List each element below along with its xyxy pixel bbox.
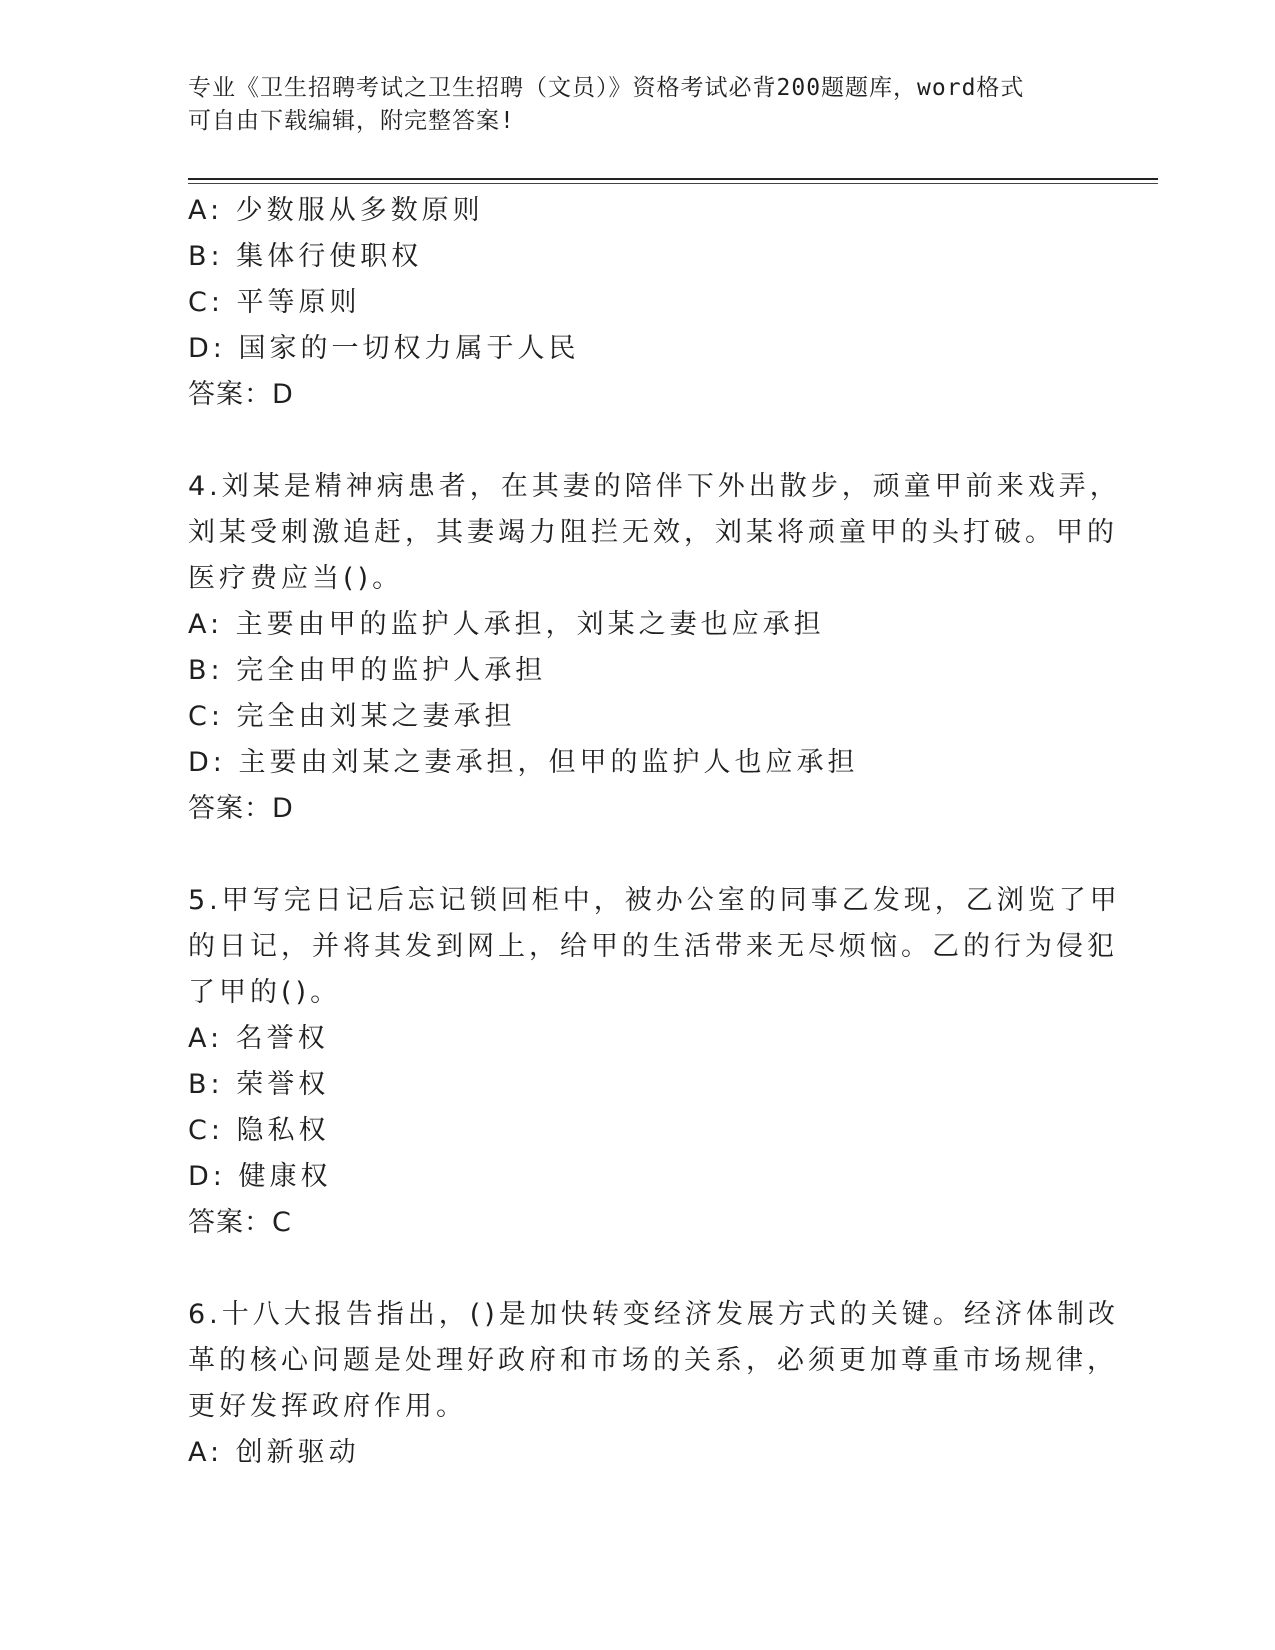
question-3-block bbox=[188, 188, 1068, 418]
question-6-block bbox=[188, 1292, 1119, 1476]
option-a: A: 名誉权 bbox=[188, 1023, 329, 1054]
option-d: D: 国家的一切权力属于人民 bbox=[188, 333, 580, 364]
option-c: C: 完全由刘某之妻承担 bbox=[188, 701, 516, 732]
spacer bbox=[188, 832, 1068, 878]
option-c: C: 隐私权 bbox=[188, 1115, 330, 1146]
option-a: A: 主要由甲的监护人承担，刘某之妻也应承担 bbox=[188, 609, 825, 640]
question-5-block bbox=[188, 878, 1121, 1246]
option-b: B: 完全由甲的监护人承担 bbox=[188, 655, 547, 686]
question-stem-line: 革的核心问题是处理好政府和市场的关系，必须更加尊重市场规律， bbox=[188, 1345, 1118, 1376]
option-d: D: 主要由刘某之妻承担，但甲的监护人也应承担 bbox=[188, 747, 859, 778]
header-title-line-2: 可自由下载编辑，附完整答案! bbox=[188, 108, 515, 134]
answer-line: 答案：D bbox=[188, 793, 294, 824]
question-stem-line: 6.十八大报告指出，()是加快转变经济发展方式的关键。经济体制改 bbox=[188, 1299, 1119, 1330]
header-divider-thin bbox=[188, 183, 1158, 184]
option-b: B: 集体行使职权 bbox=[188, 241, 423, 272]
option-a: A: 少数服从多数原则 bbox=[188, 195, 484, 226]
question-stem-line: 4.刘某是精神病患者，在其妻的陪伴下外出散步，顽童甲前来戏弄， bbox=[188, 471, 1121, 502]
answer-line: 答案：C bbox=[188, 1207, 292, 1238]
answer-line: 答案：D bbox=[188, 379, 294, 410]
question-stem-line: 的日记，并将其发到网上，给甲的生活带来无尽烦恼。乙的行为侵犯 bbox=[188, 931, 1118, 962]
spacer bbox=[188, 418, 1068, 464]
option-b: B: 荣誉权 bbox=[188, 1069, 330, 1100]
question-4-block bbox=[188, 464, 1121, 832]
document-header bbox=[188, 72, 1068, 138]
header-divider-thick bbox=[188, 178, 1158, 180]
option-a: A: 创新驱动 bbox=[188, 1437, 360, 1468]
question-stem-line: 刘某受刺激追赶，其妻竭力阻拦无效，刘某将顽童甲的头打破。甲的 bbox=[188, 517, 1118, 548]
question-stem-line: 医疗费应当()。 bbox=[188, 563, 404, 594]
question-stem-line: 了甲的()。 bbox=[188, 977, 342, 1008]
spacer bbox=[188, 1246, 1068, 1292]
option-d: D: 健康权 bbox=[188, 1161, 332, 1192]
question-stem-line: 5.甲写完日记后忘记锁回柜中，被办公室的同事乙发现，乙浏览了甲 bbox=[188, 885, 1121, 916]
option-c: C: 平等原则 bbox=[188, 287, 361, 318]
header-title-line-1: 专业《卫生招聘考试之卫生招聘（文员）》资格考试必背200题题库，word格式 bbox=[188, 75, 1025, 101]
question-content bbox=[188, 188, 1121, 1476]
question-stem-line: 更好发挥政府作用。 bbox=[188, 1391, 467, 1422]
